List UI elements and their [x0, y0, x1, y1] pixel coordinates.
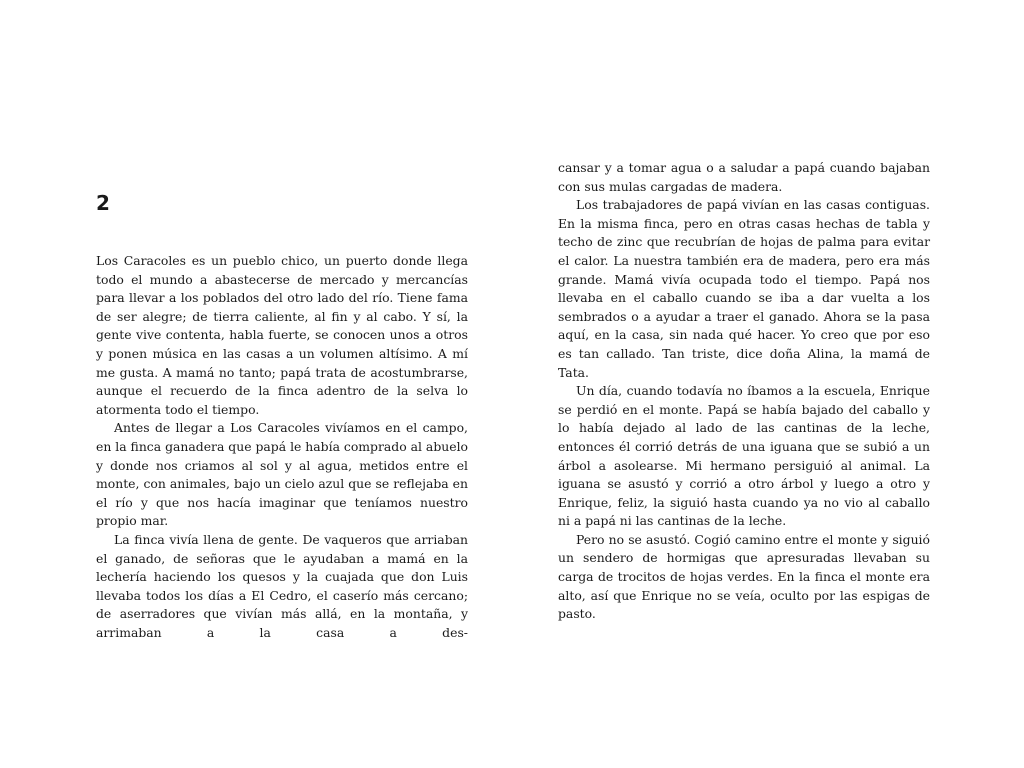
left-page — [96, 252, 468, 642]
left-paragraph-2: Antes de llegar a Los Caracoles vivíamos en el campo, en la finca ganadera que papá le había comprado al abuelo y donde nos criamos al sol y al agua, metidos entre el monte, con animales, bajo un cielo azul que se reflejaba en el río y que nos hacía imaginar que teníamos nuestro propio mar. — [96, 420, 468, 529]
right-page — [558, 159, 930, 624]
right-paragraph-3: Un día, cuando todavía no íbamos a la escuela, Enrique se perdió en el monte. Papá se había bajado del caballo y lo había dejado al lado de las cantinas de la leche, entonces él corrió detrás de una iguana que se subió a un árbol a asolearse. Mi hermano persiguió al animal. La iguana se asustó y corrió a otro árbol y luego a otro y Enrique, feliz, la siguió hasta cuando ya no vio al caballo ni a papá ni las cantinas de la leche. — [558, 383, 930, 529]
right-paragraph-1: cansar y a tomar agua o a saludar a papá cuando bajaban con sus mulas cargadas de madera. — [558, 160, 930, 194]
chapter-number: 2 — [96, 191, 110, 215]
right-paragraph-2: Los trabajadores de papá vivían en las casas contiguas. En la misma finca, pero en otras casas hechas de tabla y techo de zinc que recubrían de hojas de palma para evitar el calor. La nuestra también era de madera, pero era más grande. Mamá vivía ocupada todo el tiempo. Papá nos llevaba en el caballo cuando se iba a dar vuelta a los sembrados o a ayudar a traer el ganado. Ahora se la pasa aquí, en la casa, sin nada qué hacer. Yo creo que por eso es tan callado. Tan triste, dice doña Alina, la mamá de Tata. — [558, 197, 930, 380]
left-paragraph-3: La finca vivía llena de gente. De vaqueros que arriaban el ganado, de señoras que le ayudaban a mamá en la lechería haciendo los quesos y la cuajada que don Luis llevaba todos los días a El Cedro, el caserío más cercano; de aserradores que vivían más allá, en la montaña, y arrimaban a la casa a des- — [96, 531, 468, 640]
right-paragraph-4: Pero no se asustó. Cogió camino entre el monte y siguió un sendero de hormigas que apresuradas llevaban su carga de trocitos de hojas verdes. En la finca el monte era alto, así que Enrique no se veía, oculto por las espigas de pasto. — [558, 531, 930, 622]
left-paragraph-1: Los Caracoles es un pueblo chico, un puerto donde llega todo el mundo a abastecerse de mercado y mercancías para llevar a los poblados del otro lado del río. Tiene fama de ser alegre; de tierra caliente, al fin y al cabo. Y sí, la gente vive contenta, habla fuerte, se conocen unos a otros y ponen música en las casas a un volumen altísimo. A mí me gusta. A mamá no tanto; papá trata de acostumbrarse, aunque el recuerdo de la finca adentro de la selva lo atormenta todo el tiempo. — [96, 253, 468, 417]
